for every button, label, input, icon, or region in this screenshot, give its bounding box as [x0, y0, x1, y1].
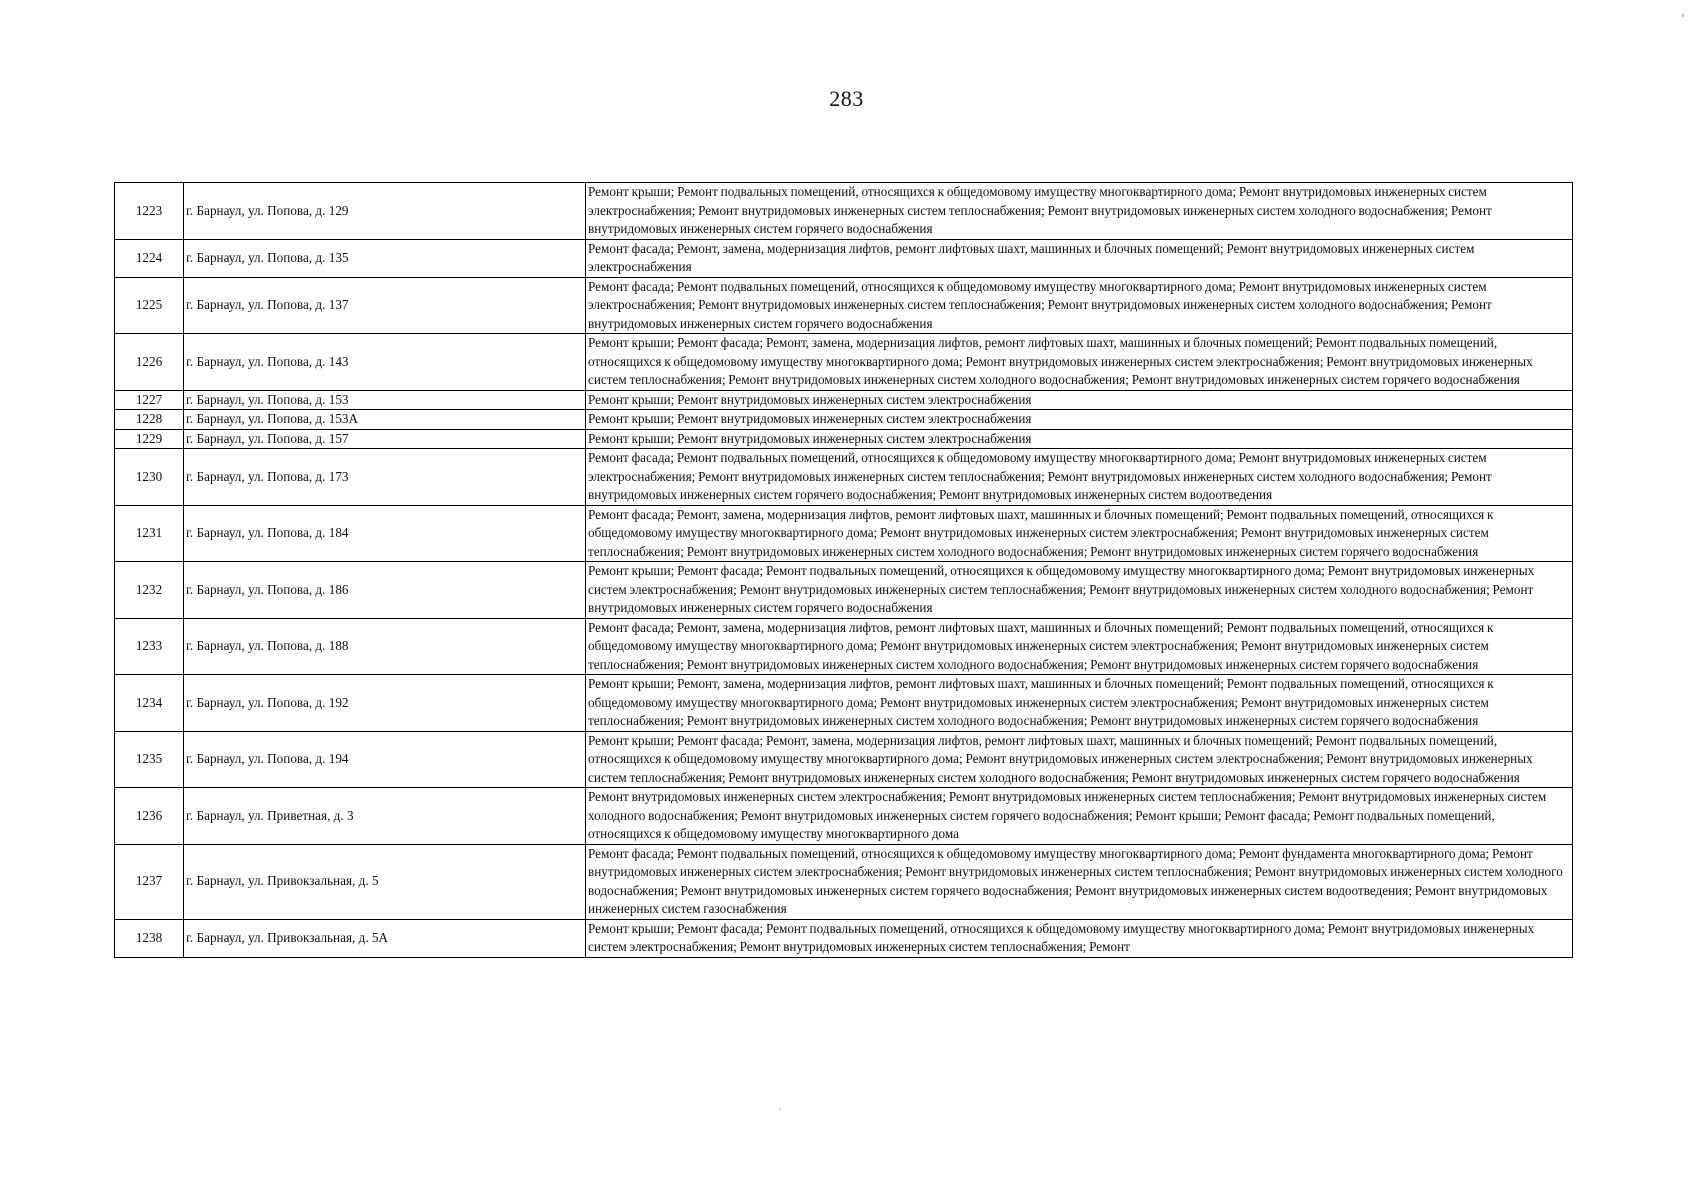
- page-number: 283: [829, 86, 864, 111]
- row-number: 1232: [115, 562, 184, 619]
- row-works: Ремонт крыши; Ремонт подвальных помещений, относящихся к общедомовому имуществу многоквартирного дома; Ремонт внутридомовых инженерных систем электроснабжения; Ремонт внутридомовых инженерных систем теплоснабжения; Ремонт внутридомовых инженерных систем холодного водоснабжения; Ремонт внутридомовых инженерных систем горячего водоснабжения: [586, 183, 1573, 240]
- row-number: 1226: [115, 334, 184, 391]
- row-address: г. Барнаул, ул. Попова, д. 153А: [184, 410, 586, 430]
- row-works: Ремонт фасада; Ремонт подвальных помещений, относящихся к общедомовому имуществу многоквартирного дома; Ремонт внутридомовых инженерных систем электроснабжения; Ремонт внутридомовых инженерных систем теплоснабжения; Ремонт внутридомовых инженерных систем холодного водоснабжения; Ремонт внутридомовых инженерных систем горячего водоснабжения: [586, 277, 1573, 334]
- row-works: Ремонт фасада; Ремонт, замена, модернизация лифтов, ремонт лифтовых шахт, машинных и блочных помещений; Ремонт подвальных помещений, относящихся к общедомовому имуществу многоквартирного дома; Ремонт внутридомовых инженерных систем электроснабжения; Ремонт внутридомовых инженерных систем теплоснабжения; Ремонт внутридомовых инженерных систем холодного водоснабжения; Ремонт внутридомовых инженерных систем горячего водоснабжения: [586, 618, 1573, 675]
- table-row: [115, 334, 1573, 391]
- row-address: г. Барнаул, ул. Попова, д. 129: [184, 183, 586, 240]
- row-address: г. Барнаул, ул. Попова, д. 188: [184, 618, 586, 675]
- row-works: Ремонт фасада; Ремонт, замена, модернизация лифтов, ремонт лифтовых шахт, машинных и блочных помещений; Ремонт внутридомовых инженерных систем электроснабжения: [586, 239, 1573, 277]
- row-number: 1233: [115, 618, 184, 675]
- row-works: Ремонт внутридомовых инженерных систем электроснабжения; Ремонт внутридомовых инженерных систем теплоснабжения; Ремонт внутридомовых инженерных систем холодного водоснабжения; Ремонт внутридомовых инженерных систем горячего водоснабжения; Ремонт крыши; Ремонт фасада; Ремонт подвальных помещений, относящихся к общедомовому имуществу многоквартирного дома: [586, 788, 1573, 845]
- table-row: [115, 277, 1573, 334]
- table-row: [115, 919, 1573, 957]
- table-row: [115, 788, 1573, 845]
- row-number: 1238: [115, 919, 184, 957]
- row-address: г. Барнаул, ул. Попова, д. 137: [184, 277, 586, 334]
- row-number: 1225: [115, 277, 184, 334]
- row-number: 1227: [115, 390, 184, 410]
- row-works: Ремонт крыши; Ремонт фасада; Ремонт подвальных помещений, относящихся к общедомовому имуществу многоквартирного дома; Ремонт внутридомовых инженерных систем электроснабжения; Ремонт внутридомовых инженерных систем теплоснабжения; Ремонт внутридомовых инженерных систем холодного водоснабжения; Ремонт внутридомовых инженерных систем горячего водоснабжения: [586, 562, 1573, 619]
- row-number: 1228: [115, 410, 184, 430]
- row-number: 1224: [115, 239, 184, 277]
- row-works: Ремонт крыши; Ремонт внутридомовых инженерных систем электроснабжения: [586, 429, 1573, 449]
- table-row: [115, 505, 1573, 562]
- table-row: [115, 562, 1573, 619]
- row-number: 1234: [115, 675, 184, 732]
- row-works: Ремонт крыши; Ремонт фасада; Ремонт, замена, модернизация лифтов, ремонт лифтовых шахт, машинных и блочных помещений; Ремонт подвальных помещений, относящихся к общедомовому имуществу многоквартирного дома; Ремонт внутридомовых инженерных систем электроснабжения; Ремонт внутридомовых инженерных систем теплоснабжения; Ремонт внутридомовых инженерных систем холодного водоснабжения; Ремонт внутридомовых инженерных систем горячего водоснабжения: [586, 731, 1573, 788]
- row-works: Ремонт крыши; Ремонт, замена, модернизация лифтов, ремонт лифтовых шахт, машинных и блочных помещений; Ремонт подвальных помещений, относящихся к общедомовому имуществу многоквартирного дома; Ремонт внутридомовых инженерных систем электроснабжения; Ремонт внутридомовых инженерных систем теплоснабжения; Ремонт внутридомовых инженерных систем холодного водоснабжения; Ремонт внутридомовых инженерных систем горячего водоснабжения: [586, 675, 1573, 732]
- scan-speck: [780, 1108, 781, 1110]
- row-number: 1229: [115, 429, 184, 449]
- row-number: 1223: [115, 183, 184, 240]
- row-works: Ремонт крыши; Ремонт внутридомовых инженерных систем электроснабжения: [586, 410, 1573, 430]
- repair-registry-table: [114, 182, 1573, 958]
- row-works: Ремонт крыши; Ремонт фасада; Ремонт подвальных помещений, относящихся к общедомовому имуществу многоквартирного дома; Ремонт внутридомовых инженерных систем электроснабжения; Ремонт внутридомовых инженерных систем теплоснабжения; Ремонт: [586, 919, 1573, 957]
- table-row: [115, 239, 1573, 277]
- row-number: 1235: [115, 731, 184, 788]
- row-works: Ремонт крыши; Ремонт внутридомовых инженерных систем электроснабжения: [586, 390, 1573, 410]
- row-address: г. Барнаул, ул. Попова, д. 186: [184, 562, 586, 619]
- row-works: Ремонт фасада; Ремонт, замена, модернизация лифтов, ремонт лифтовых шахт, машинных и блочных помещений; Ремонт подвальных помещений, относящихся к общедомовому имуществу многоквартирного дома; Ремонт внутридомовых инженерных систем электроснабжения; Ремонт внутридомовых инженерных систем теплоснабжения; Ремонт внутридомовых инженерных систем холодного водоснабжения; Ремонт внутридомовых инженерных систем горячего водоснабжения: [586, 505, 1573, 562]
- row-number: 1237: [115, 844, 184, 919]
- row-works: Ремонт фасада; Ремонт подвальных помещений, относящихся к общедомовому имуществу многоквартирного дома; Ремонт фундамента многоквартирного дома; Ремонт внутридомовых инженерных систем электроснабжения; Ремонт внутридомовых инженерных систем теплоснабжения; Ремонт внутридомовых инженерных систем холодного водоснабжения; Ремонт внутридомовых инженерных систем горячего водоснабжения; Ремонт внутридомовых инженерных систем водоотведения; Ремонт внутридомовых инженерных систем газоснабжения: [586, 844, 1573, 919]
- row-address: г. Барнаул, ул. Привокзальная, д. 5А: [184, 919, 586, 957]
- table-row: [115, 183, 1573, 240]
- registry-table-body: [115, 183, 1573, 958]
- table-row: [115, 618, 1573, 675]
- table-row: [115, 844, 1573, 919]
- row-address: г. Барнаул, ул. Попова, д. 184: [184, 505, 586, 562]
- row-address: г. Барнаул, ул. Попова, д. 143: [184, 334, 586, 391]
- row-address: г. Барнаул, ул. Приветная, д. 3: [184, 788, 586, 845]
- row-address: г. Барнаул, ул. Попова, д. 135: [184, 239, 586, 277]
- table-row: [115, 675, 1573, 732]
- row-works: Ремонт крыши; Ремонт фасада; Ремонт, замена, модернизация лифтов, ремонт лифтовых шахт, машинных и блочных помещений; Ремонт подвальных помещений, относящихся к общедомовому имуществу многоквартирного дома; Ремонт внутридомовых инженерных систем электроснабжения; Ремонт внутридомовых инженерных систем теплоснабжения; Ремонт внутридомовых инженерных систем холодного водоснабжения; Ремонт внутридомовых инженерных систем горячего водоснабжения: [586, 334, 1573, 391]
- row-address: г. Барнаул, ул. Привокзальная, д. 5: [184, 844, 586, 919]
- table-row: [115, 429, 1573, 449]
- row-number: 1236: [115, 788, 184, 845]
- row-address: г. Барнаул, ул. Попова, д. 192: [184, 675, 586, 732]
- row-address: г. Барнаул, ул. Попова, д. 153: [184, 390, 586, 410]
- row-number: 1230: [115, 449, 184, 506]
- row-number: 1231: [115, 505, 184, 562]
- row-works: Ремонт фасада; Ремонт подвальных помещений, относящихся к общедомовому имуществу многоквартирного дома; Ремонт внутридомовых инженерных систем электроснабжения; Ремонт внутридомовых инженерных систем теплоснабжения; Ремонт внутридомовых инженерных систем холодного водоснабжения; Ремонт внутридомовых инженерных систем горячего водоснабжения; Ремонт внутридомовых инженерных систем водоотведения: [586, 449, 1573, 506]
- row-address: г. Барнаул, ул. Попова, д. 157: [184, 429, 586, 449]
- scan-speck: [1682, 14, 1684, 17]
- table-row: [115, 731, 1573, 788]
- table-row: [115, 390, 1573, 410]
- table-row: [115, 410, 1573, 430]
- row-address: г. Барнаул, ул. Попова, д. 173: [184, 449, 586, 506]
- row-address: г. Барнаул, ул. Попова, д. 194: [184, 731, 586, 788]
- table-row: [115, 449, 1573, 506]
